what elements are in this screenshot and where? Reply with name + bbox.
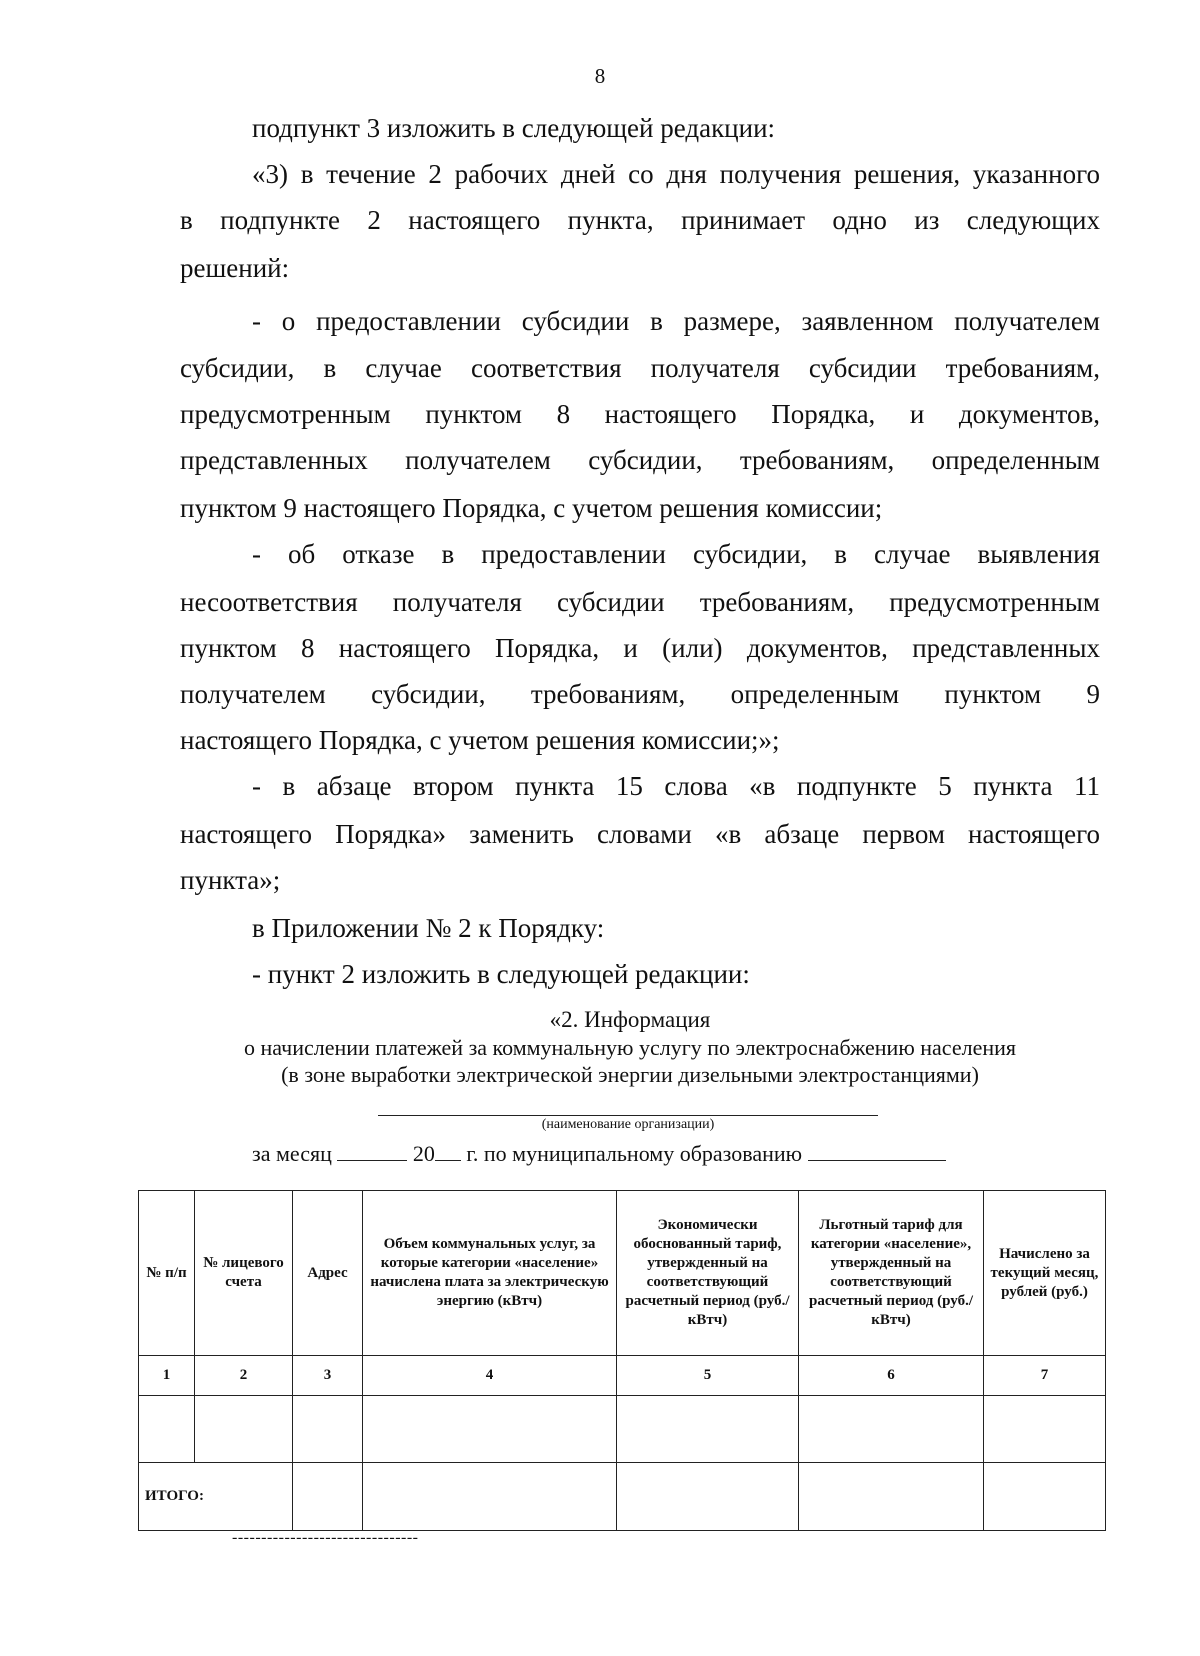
column-number: 1 bbox=[139, 1356, 195, 1396]
organization-name-line bbox=[378, 1115, 878, 1116]
form-title: «2. Информация bbox=[549, 1007, 711, 1032]
table-cell bbox=[139, 1396, 195, 1463]
payments-table bbox=[138, 1190, 1106, 1531]
text-line: пунктом 8 настоящего Порядка, и (или) документов, представленных bbox=[180, 633, 1100, 663]
month-label: за месяц bbox=[252, 1141, 332, 1166]
text-line: в подпункте 2 настоящего пункта, принимает одно из следующих bbox=[180, 205, 1100, 235]
text-line: субсидии, в случае соответствия получателя субсидии требованиям, bbox=[180, 353, 1100, 383]
month-blank bbox=[337, 1140, 407, 1161]
table-cell bbox=[195, 1396, 293, 1463]
table-cell bbox=[363, 1463, 617, 1531]
header-cell: Адрес bbox=[293, 1191, 363, 1356]
municipality-label: г. по муниципальному образованию bbox=[466, 1141, 803, 1166]
column-number: 7 bbox=[984, 1356, 1106, 1396]
header-cell: № лицевого счета bbox=[195, 1191, 293, 1356]
text-line: представленных получателем субсидии, требованиям, определенным bbox=[180, 445, 1100, 475]
column-number: 6 bbox=[799, 1356, 984, 1396]
year-label: 20 bbox=[412, 1141, 435, 1166]
text-line: несоответствия получателя субсидии требованиям, предусмотренным bbox=[180, 587, 1100, 617]
table-cell bbox=[617, 1463, 799, 1531]
column-number: 2 bbox=[195, 1356, 293, 1396]
table-cell bbox=[617, 1396, 799, 1463]
table-header-row bbox=[139, 1191, 1106, 1356]
header-cell: Экономически обоснованный тариф, утвержденный на соответствующий расчетный период (руб./кВтч) bbox=[617, 1191, 799, 1356]
table-cell bbox=[293, 1396, 363, 1463]
text-line: «3) в течение 2 рабочих дней со дня получения решения, указанного bbox=[252, 159, 1100, 189]
text-line: настоящего Порядка, с учетом решения комиссии;»; bbox=[180, 725, 780, 755]
text-line: - о предоставлении субсидии в размере, заявленном получателем bbox=[252, 306, 1100, 336]
table-cell bbox=[984, 1396, 1106, 1463]
column-number: 5 bbox=[617, 1356, 799, 1396]
total-row bbox=[139, 1463, 1106, 1531]
footnote-separator: -------------------------------- bbox=[232, 1529, 419, 1546]
form-subtitle: (в зоне выработки электрической энергии дизельными электростанциями) bbox=[281, 1062, 979, 1087]
total-label: ИТОГО: bbox=[139, 1463, 293, 1531]
form-subtitle: о начислении платежей за коммунальную услугу по электроснабжению населения bbox=[243, 1035, 1016, 1060]
page-number: 8 bbox=[594, 64, 606, 88]
municipality-blank bbox=[808, 1140, 946, 1161]
table-cell bbox=[799, 1396, 984, 1463]
text-line: получателем субсидии, требованиям, определенным пунктом 9 bbox=[180, 679, 1100, 709]
text-line: - в абзаце втором пункта 15 слова «в подпункте 5 пункта 11 bbox=[252, 771, 1100, 801]
column-number-row bbox=[139, 1356, 1106, 1396]
header-cell: Начислено за текущий месяц, рублей (руб.) bbox=[984, 1191, 1106, 1356]
header-cell: № п/п bbox=[139, 1191, 195, 1356]
text-line: настоящего Порядка» заменить словами «в абзаце первом настоящего bbox=[180, 819, 1100, 849]
table-cell bbox=[293, 1463, 363, 1531]
text-line: - пункт 2 изложить в следующей редакции: bbox=[252, 959, 750, 989]
table-cell bbox=[799, 1463, 984, 1531]
column-number: 3 bbox=[293, 1356, 363, 1396]
header-cell: Объем коммунальных услуг, за которые категории «население» начислена плата за электрическую энергию (кВтч) bbox=[363, 1191, 617, 1356]
column-number: 4 bbox=[363, 1356, 617, 1396]
text-line: - об отказе в предоставлении субсидии, в случае выявления bbox=[252, 539, 1100, 569]
table-row bbox=[139, 1396, 1106, 1463]
text-line: в Приложении № 2 к Порядку: bbox=[252, 913, 605, 943]
month-line bbox=[252, 1140, 946, 1168]
table-cell bbox=[363, 1396, 617, 1463]
organization-caption: (наименование организации) bbox=[541, 1117, 715, 1132]
text-line: пунктом 9 настоящего Порядка, с учетом решения комиссии; bbox=[180, 493, 883, 523]
text-line: решений: bbox=[180, 253, 290, 283]
text-line: подпункт 3 изложить в следующей редакции: bbox=[252, 113, 776, 143]
text-line: пункта»; bbox=[180, 865, 281, 895]
year-blank bbox=[435, 1140, 461, 1161]
text-line: предусмотренным пунктом 8 настоящего Порядка, и документов, bbox=[180, 399, 1100, 429]
table-cell bbox=[984, 1463, 1106, 1531]
header-cell: Льготный тариф для категории «население», утвержденный на соответствующий расчетный период (руб./кВтч) bbox=[799, 1191, 984, 1356]
